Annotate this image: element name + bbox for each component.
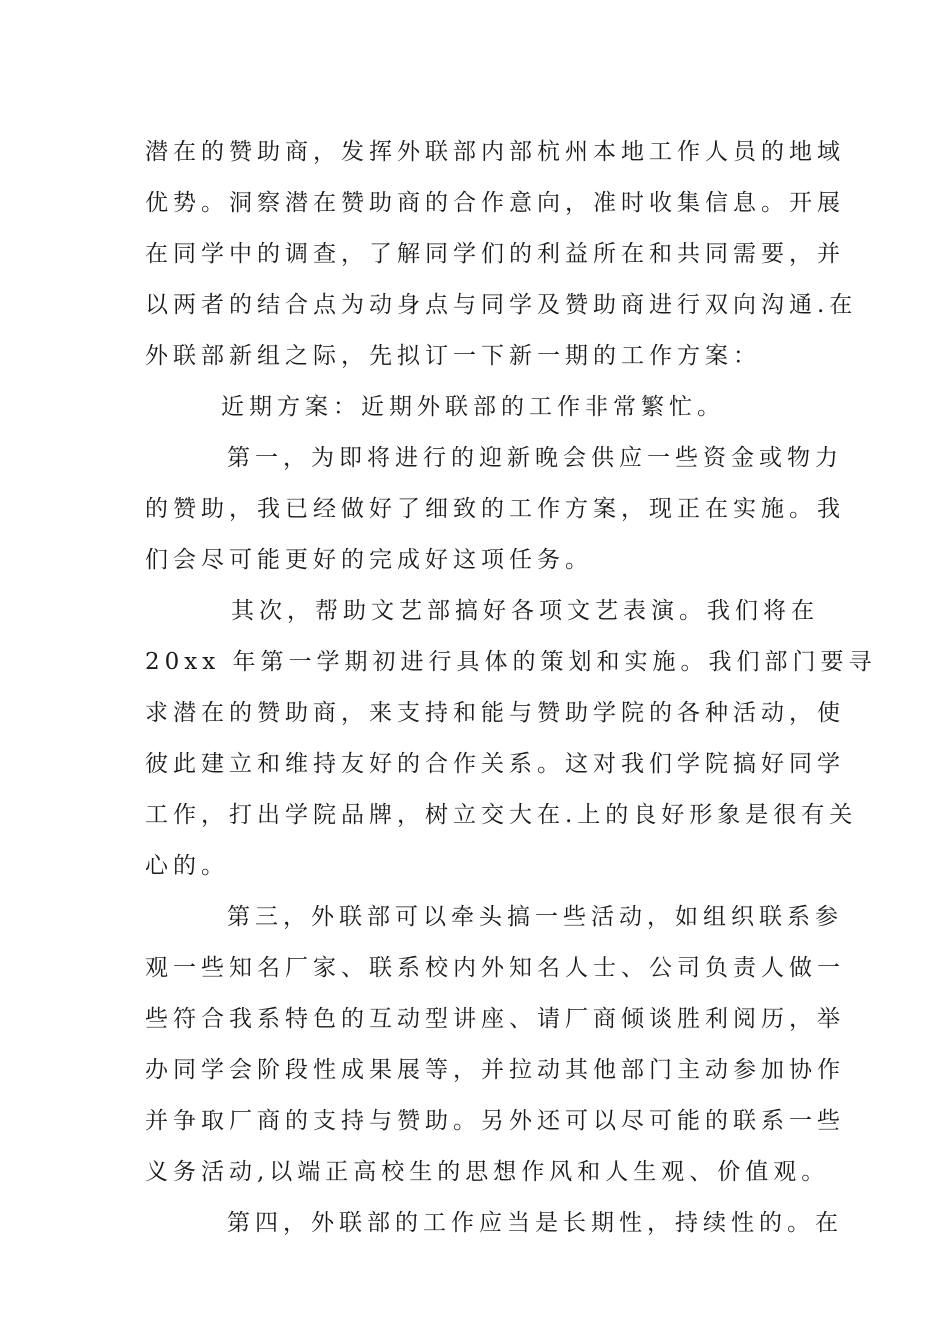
text-line-6: 近期方案：近期外联部的工作非常繁忙。 — [221, 394, 725, 420]
text-line-16: 第三，外联部可以牵头搞一些活动，如组织联系参 — [227, 904, 843, 930]
document-body — [145, 127, 877, 1249]
text-line-12: 求潜在的赞助商，来支持和能与赞助学院的各种活动，使 — [145, 700, 845, 726]
text-line-4: 以两者的结合点为动身点与同学及赞助商进行双向沟通.在 — [145, 292, 858, 318]
text-line-22: 第四，外联部的工作应当是长期性，持续性的。在 — [227, 1210, 843, 1236]
text-line-8: 的赞助，我已经做好了细致的工作方案，现正在实施。我 — [145, 496, 845, 522]
text-line-19: 办同学会阶段性成果展等，并拉动其他部门主动参加协作 — [145, 1057, 845, 1083]
text-line-10: 其次，帮助文艺部搞好各项文艺表演。我们将在 — [231, 598, 819, 624]
text-line-20: 并争取厂商的支持与赞助。另外还可以尽可能的联系一些 — [145, 1108, 845, 1134]
text-line-15: 心的。 — [145, 853, 229, 879]
text-line-13: 彼此建立和维持友好的合作关系。这对我们学院搞好同学 — [145, 751, 845, 777]
text-line-17: 观一些知名厂家、联系校内外知名人士、公司负责人做一 — [145, 955, 845, 981]
text-line-11: 20xx 年第一学期初进行具体的策划和实施。我们部门要寻 — [145, 649, 877, 675]
text-line-1: 潜在的赞助商，发挥外联部内部杭州本地工作人员的地域 — [145, 139, 845, 165]
text-line-5: 外联部新组之际，先拟订一下新一期的工作方案： — [145, 343, 761, 369]
text-line-14: 工作，打出学院品牌，树立交大在.上的良好形象是很有关 — [145, 802, 858, 828]
text-line-3: 在同学中的调查，了解同学们的利益所在和共同需要，并 — [145, 241, 845, 267]
text-line-2: 优势。洞察潜在赞助商的合作意向，准时收集信息。开展 — [145, 190, 845, 216]
text-line-18: 些符合我系特色的互动型讲座、请厂商倾谈胜利阅历，举 — [145, 1006, 845, 1032]
text-line-21: 义务活动,以端正高校生的思想作风和人生观、价值观。 — [145, 1159, 830, 1185]
text-line-7: 第一，为即将进行的迎新晚会供应一些资金或物力 — [227, 445, 843, 471]
text-line-9: 们会尽可能更好的完成好这项任务。 — [145, 547, 593, 573]
